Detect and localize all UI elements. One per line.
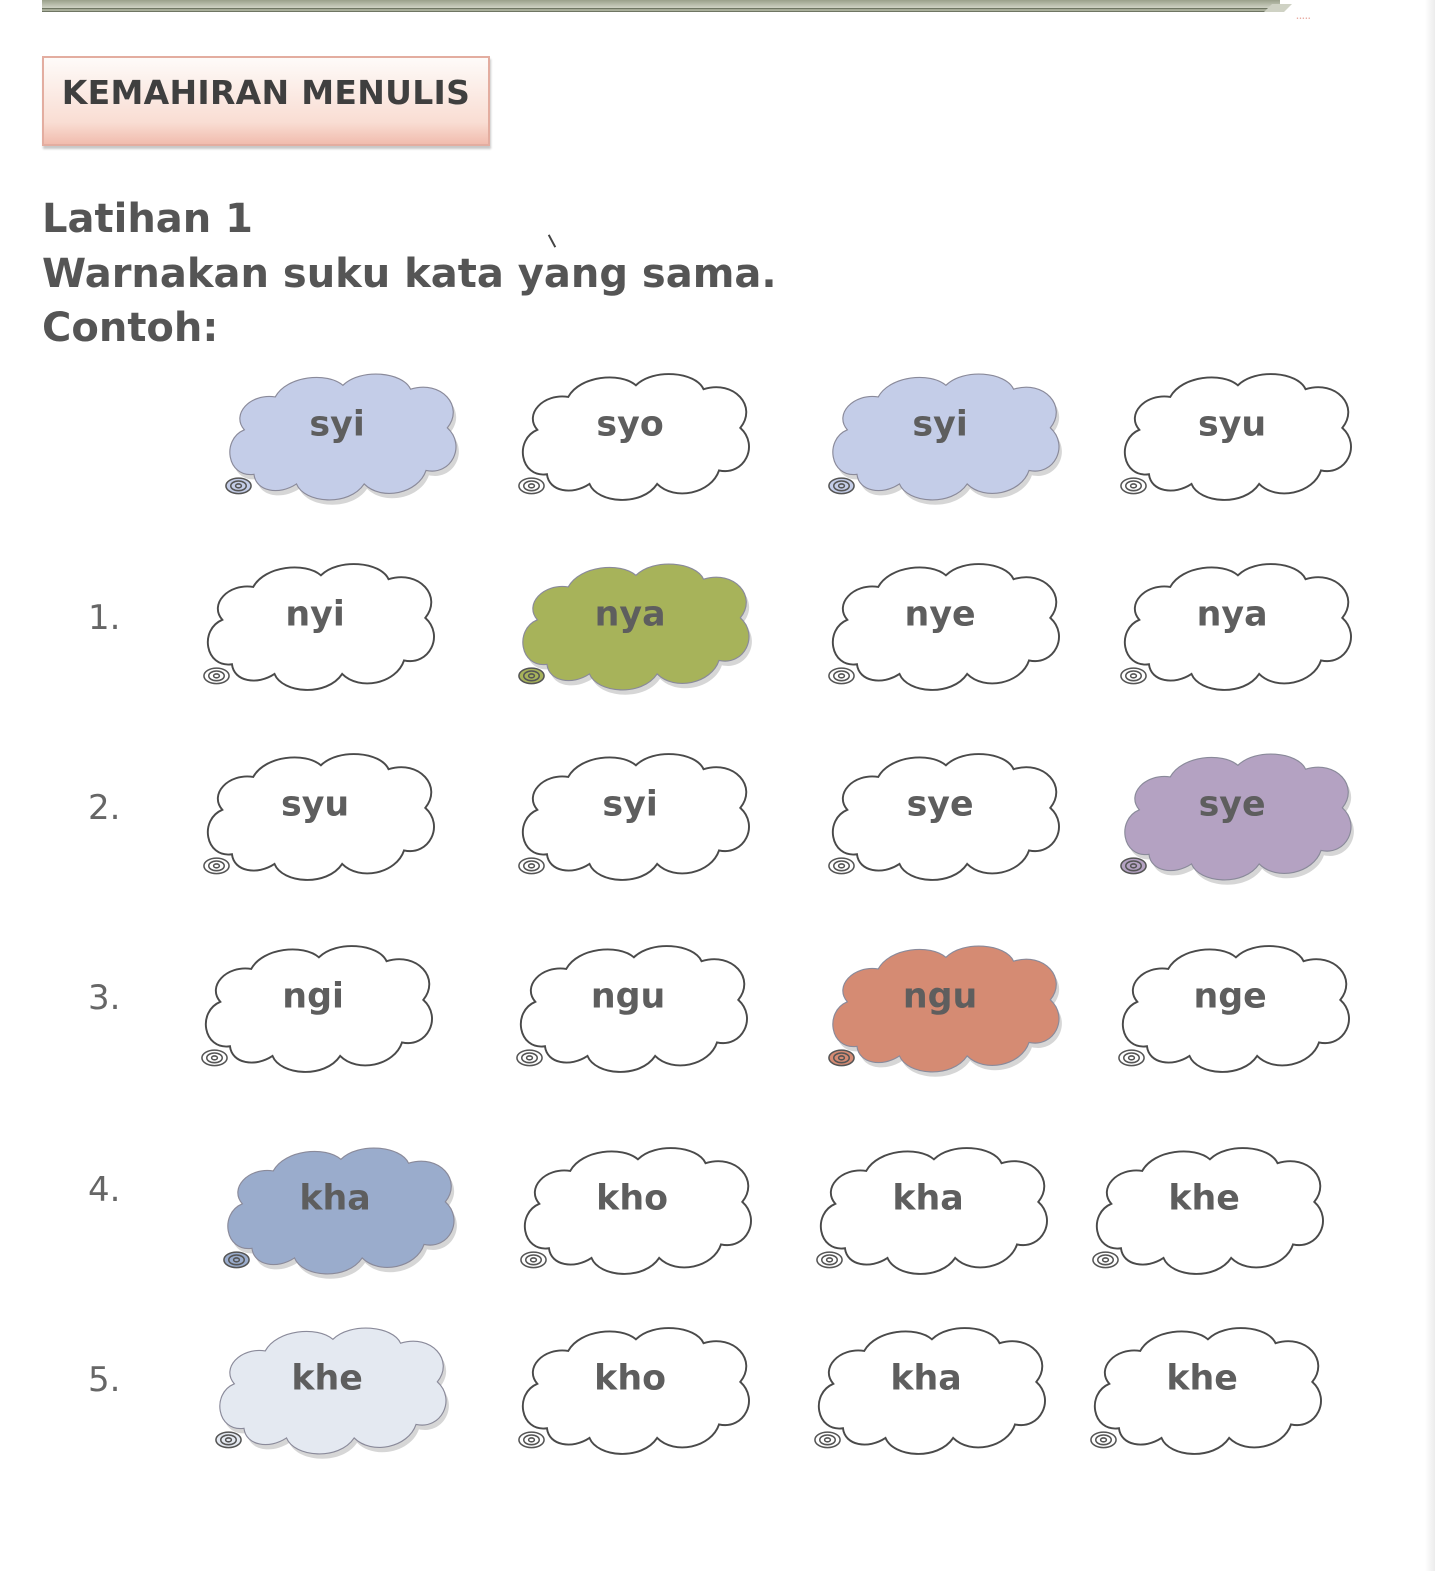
- row-number-2: 2.: [88, 788, 121, 828]
- syllable-text: syi: [309, 404, 365, 445]
- syllable-cloud[interactable]: [818, 366, 1068, 511]
- cloud-tail-icon: [519, 1432, 544, 1447]
- syllable-text: syo: [596, 404, 664, 445]
- syllable-text: kha: [890, 1358, 962, 1399]
- syllable-text: kha: [892, 1178, 964, 1219]
- syllable-text: syi: [912, 404, 968, 445]
- syllable-cloud[interactable]: [508, 746, 758, 891]
- cloud-tail-icon: [519, 478, 544, 493]
- syllable-cloud[interactable]: [215, 366, 465, 511]
- syllable-text: syi: [602, 784, 658, 825]
- row-number-5: 5.: [88, 1360, 121, 1400]
- cloud-tail-icon: [519, 668, 544, 683]
- syllable-cloud[interactable]: [1110, 746, 1360, 891]
- cloud-tail-icon: [1121, 478, 1146, 493]
- cloud-tail-icon: [521, 1252, 546, 1267]
- syllable-cloud[interactable]: [213, 1140, 463, 1285]
- syllable-text: ngi: [282, 976, 344, 1017]
- section-header-box: [42, 56, 490, 146]
- syllable-cloud[interactable]: [193, 556, 443, 701]
- task-instruction: Warnakan suku kata yang sama.: [42, 251, 777, 297]
- syllable-cloud[interactable]: [804, 1320, 1054, 1465]
- syllable-cloud[interactable]: [506, 938, 756, 1083]
- syllable-cloud[interactable]: [508, 366, 758, 511]
- section-title: KEMAHIRAN MENULIS: [61, 72, 471, 112]
- cloud-tail-icon: [202, 1050, 227, 1065]
- syllable-text: sye: [1198, 784, 1266, 825]
- syllable-cloud[interactable]: [1110, 556, 1360, 701]
- cloud-tail-icon: [1091, 1432, 1116, 1447]
- cloud-tail-icon: [815, 1432, 840, 1447]
- syllable-cloud[interactable]: [510, 1140, 760, 1285]
- cloud-tail-icon: [829, 1050, 854, 1065]
- cloud-tail-icon: [519, 858, 544, 873]
- row-number-3: 3.: [88, 978, 121, 1018]
- syllable-text: nyi: [285, 594, 345, 635]
- syllable-cloud[interactable]: [1080, 1320, 1330, 1465]
- syllable-text: sye: [906, 784, 974, 825]
- cloud-tail-icon: [1121, 668, 1146, 683]
- cloud-tail-icon: [1093, 1252, 1118, 1267]
- syllable-cloud[interactable]: [193, 746, 443, 891]
- syllable-cloud[interactable]: [508, 556, 758, 701]
- cloud-tail-icon: [1121, 858, 1146, 873]
- syllable-cloud[interactable]: [818, 556, 1068, 701]
- cloud-tail-icon: [226, 478, 251, 493]
- syllable-cloud[interactable]: [1108, 938, 1358, 1083]
- cloud-tail-icon: [829, 668, 854, 683]
- example-label: Contoh:: [42, 305, 219, 351]
- syllable-cloud[interactable]: [1082, 1140, 1332, 1285]
- syllable-text: syu: [281, 784, 350, 825]
- syllable-text: khe: [291, 1358, 363, 1399]
- syllable-text: nya: [1196, 594, 1268, 635]
- cloud-tail-icon: [829, 478, 854, 493]
- syllable-text: syu: [1198, 404, 1267, 445]
- syllable-text: khe: [1168, 1178, 1240, 1219]
- syllable-cloud[interactable]: [508, 1320, 758, 1465]
- cloud-tail-icon: [204, 858, 229, 873]
- page-edge-shadow: [1425, 0, 1435, 1571]
- syllable-cloud[interactable]: [205, 1320, 455, 1465]
- syllable-cloud[interactable]: [818, 746, 1068, 891]
- syllable-text: nye: [904, 594, 976, 635]
- row-number-1: 1.: [88, 598, 121, 638]
- cloud-tail-icon: [224, 1252, 249, 1267]
- cloud-tail-icon: [1119, 1050, 1144, 1065]
- cloud-tail-icon: [204, 668, 229, 683]
- row-number-4: 4.: [88, 1170, 121, 1210]
- syllable-text: kha: [299, 1178, 371, 1219]
- exercise-title: Latihan 1: [42, 196, 254, 242]
- top-border-rule: [42, 0, 1280, 12]
- syllable-text: nge: [1193, 976, 1267, 1017]
- syllable-cloud[interactable]: [1110, 366, 1360, 511]
- syllable-text: nya: [594, 594, 666, 635]
- cloud-tail-icon: [517, 1050, 542, 1065]
- syllable-cloud[interactable]: [818, 938, 1068, 1083]
- publisher-mark: •••••: [1296, 16, 1311, 22]
- syllable-text: ngu: [902, 976, 978, 1017]
- cloud-tail-icon: [216, 1432, 241, 1447]
- syllable-cloud[interactable]: [806, 1140, 1056, 1285]
- cloud-tail-icon: [817, 1252, 842, 1267]
- stray-pen-mark: [548, 234, 556, 247]
- syllable-text: kho: [594, 1358, 667, 1399]
- syllable-text: kho: [596, 1178, 669, 1219]
- syllable-text: khe: [1166, 1358, 1238, 1399]
- cloud-tail-icon: [829, 858, 854, 873]
- syllable-cloud[interactable]: [191, 938, 441, 1083]
- syllable-text: ngu: [590, 976, 666, 1017]
